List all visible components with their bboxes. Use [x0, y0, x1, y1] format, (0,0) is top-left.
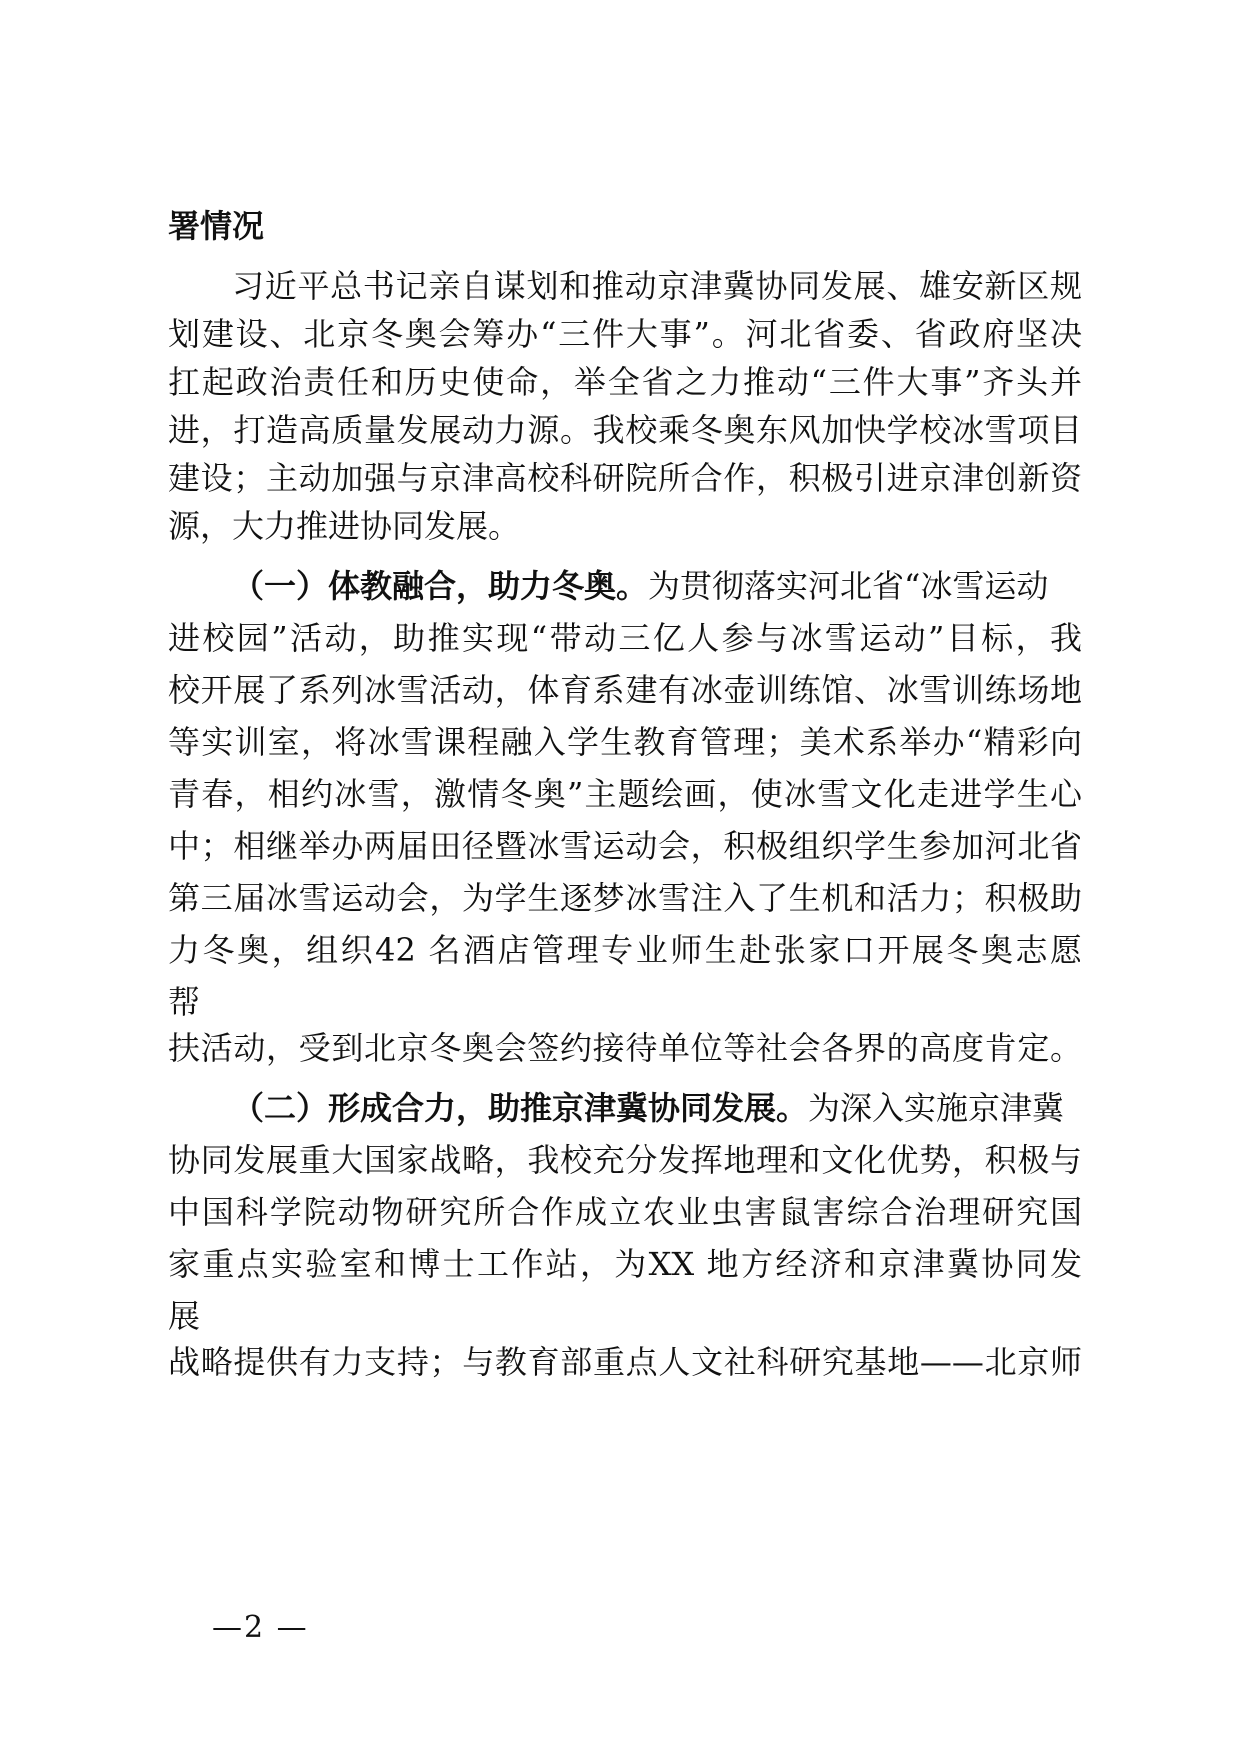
paragraph-2-line-2: 进校园”活动，助推实现“带动三亿人参与冰雪运动”目标，我: [168, 619, 1082, 657]
paragraph-2-title: （一）体教融合，助力冬奥。: [232, 567, 649, 605]
paragraph-1-line-4: 进，打造高质量发展动力源。我校乘冬奥东风加快学校冰雪项目: [168, 411, 1082, 449]
paragraph-1-line-5: 建设；主动加强与京津高校科研院所合作，积极引进京津创新资: [168, 459, 1082, 497]
paragraph-3-first-line: [232, 1088, 1082, 1128]
paragraph-3-title: （二）形成合力，助推京津冀协同发展。: [232, 1089, 809, 1127]
paragraph-3-line-2: 协同发展重大国家战略，我校充分发挥地理和文化优势，积极与: [168, 1141, 1082, 1179]
paragraph-2-line-10: 扶活动，受到北京冬奥会签约接待单位等社会各界的高度肯定。: [168, 1029, 1082, 1067]
paragraph-2-line-4: 等实训室，将冰雪课程融入学生教育管理；美术系举办“精彩向: [168, 723, 1082, 761]
paragraph-3-first-line-text: 为深入实施京津冀: [808, 1089, 1065, 1127]
paragraph-3-line-6: 战略提供有力支持；与教育部重点人文社科研究基地——北京师: [168, 1343, 1082, 1381]
paragraph-2-first-line: [232, 566, 1082, 606]
paragraph-2-line-6: 中；相继举办两届田径暨冰雪运动会，积极组织学生参加河北省: [168, 827, 1082, 865]
paragraph-2-first-line-text: 为贯彻落实河北省“冰雪运动: [648, 567, 1049, 605]
paragraph-3-line-4: 家重点实验室和博士工作站，为XX 地方经济和京津冀协同发: [168, 1245, 1082, 1283]
paragraph-2-line-3: 校开展了系列冰雪活动，体育系建有冰壶训练馆、冰雪训练场地: [168, 671, 1082, 709]
paragraph-2-line-9: 帮: [168, 983, 201, 1021]
paragraph-2-line-5: 青春，相约冰雪，激情冬奥”主题绘画，使冰雪文化走进学生心: [168, 775, 1082, 813]
paragraph-3-line-3: 中国科学院动物研究所合作成立农业虫害鼠害综合治理研究国: [168, 1193, 1082, 1231]
section-heading: 署情况: [168, 207, 265, 245]
paragraph-1-line-6: 源，大力推进协同发展。: [168, 507, 521, 545]
paragraph-1-line-1: 习近平总书记亲自谋划和推动京津冀协同发展、雄安新区规: [232, 267, 1082, 305]
paragraph-1-line-3: 扛起政治责任和历史使命，举全省之力推动“三件大事”齐头并: [168, 363, 1082, 401]
paragraph-2-line-8: 力冬奥，组织42 名酒店管理专业师生赴张家口开展冬奥志愿: [168, 931, 1082, 969]
paragraph-3-line-5: 展: [168, 1297, 201, 1335]
paragraph-2-line-7: 第三届冰雪运动会，为学生逐梦冰雪注入了生机和活力；积极助: [168, 879, 1082, 917]
paragraph-1-line-2: 划建设、北京冬奥会筹办“三件大事”。河北省委、省政府坚决: [168, 315, 1082, 353]
page-number: —2 —: [212, 1610, 309, 1645]
